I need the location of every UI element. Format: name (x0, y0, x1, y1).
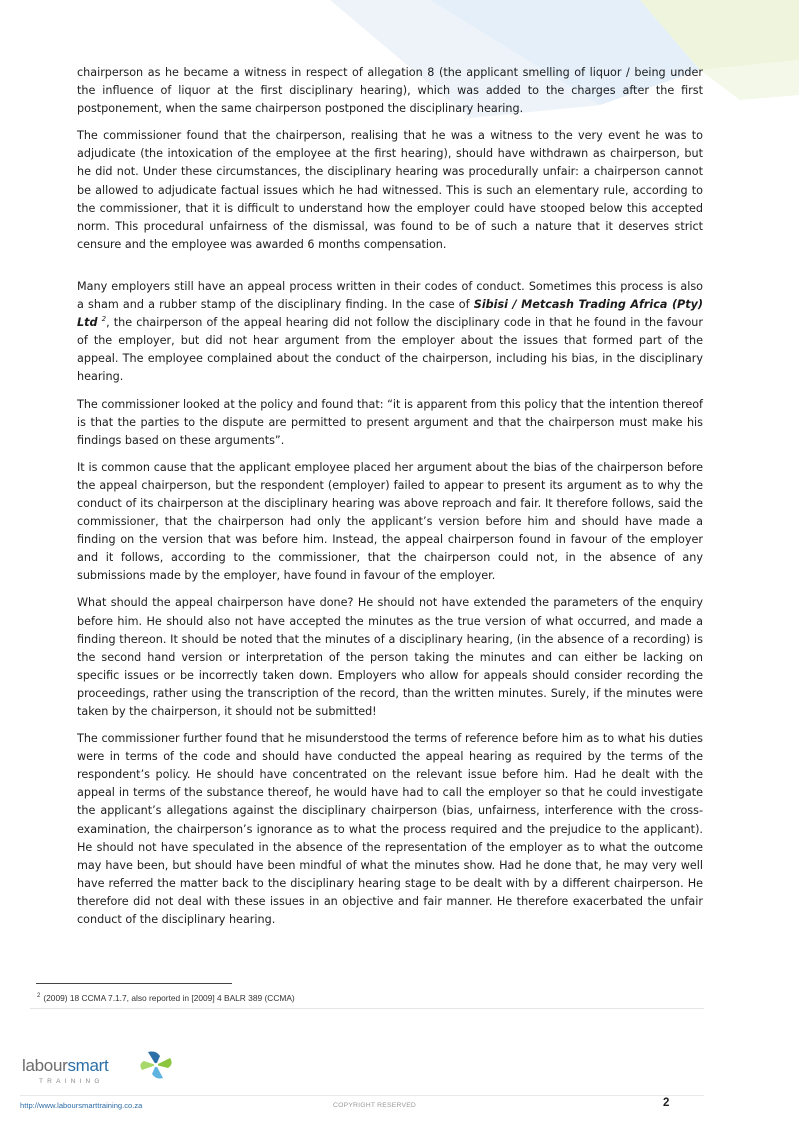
footnote-reference[interactable]: 2 (101, 315, 107, 324)
paragraph-text: , the chairperson of the appeal hearing did not follow the disciplinary code in that he found in the favour of the employer, but did not hear argument from the employer about the issues that formed part of the appeal. The employee complained about the conduct of the chairperson, including his bias, in the disciplinary hearing. (77, 316, 703, 384)
logo-wordmark (22, 1056, 108, 1076)
footnote-divider (36, 983, 232, 984)
footer-separator (30, 1008, 704, 1009)
paragraph: What should the appeal chairperson have done? He should not have extended the parameters of the enquiry before him. He should also not have accepted the minutes as the true version of what occurred, and made a finding thereon. It should be noted that the minutes of a disciplinary hearing, (in the absence of a recording) is the second hand version or interpretation of the person taking the minutes and can either be lacking on specific issues or be incorrectly taken down. Employers who allow for appeals should consider recording the proceedings, rather using the transcription of the record, than the written minutes. Surely, if the minutes were taken by the chairperson, it should not be submitted! (77, 596, 703, 718)
logo-word-accent: smart (67, 1056, 109, 1075)
footnote-text: (2009) 18 CCMA 7.1.7, also reported in [2009] 4 BALR 389 (CCMA) (43, 993, 295, 1003)
paragraph: It is common cause that the applicant employee placed her argument about the bias of the chairperson before the appeal chairperson, but the respondent (employer) failed to appear to present its argument as to why the conduct of its chairperson at the disciplinary hearing was above reproach and fair. It therefore follows, said the commissioner, that the chairperson had only the applicant’s version before him and should have made a finding on the version that was before him. Instead, the appeal chairperson found in favour of the employer and it follows, according to the commissioner, that the chairperson could not, in the absence of any submissions made by the employer, have found in favour of the employer. (77, 460, 703, 583)
case-name: Sibisi / Metcash Trading Africa (Pty) Ltd (77, 298, 704, 330)
pinwheel-logo-icon (136, 1050, 176, 1080)
paragraph: The commissioner further found that he misunderstood the terms of reference before him as to what his duties were in terms of the code and should have conducted the appeal hearing as required by the terms of the respondent’s policy. He should have concentrated on the relevant issue before him. Had he dealt with the appeal in terms of the substance thereof, he would have had to call the employer so that he could investigate the applicant’s allegations against the disciplinary chairperson (bias, unfairness, interference with the cross-examination, the chairperson’s ignorance as to what the process required and the prejudice to the applicant). He should not have speculated in the absence of the representation of the employer as to what the outcome may have been, but should have been mindful of what the minutes show. Had he done that, he may very well have referred the matter back to the disciplinary hearing stage to be dealt with by a different chairperson. He therefore did not deal with these issues in an objective and fair manner. He therefore exacerbated the unfair conduct of the disciplinary hearing. (77, 732, 703, 927)
paragraph: The commissioner looked at the policy and found that: “it is apparent from this policy that the intention thereof is that the parties to the dispute are permitted to present argument and that the chairperson must make his findings based on these arguments”. (77, 397, 703, 447)
paragraph: chairperson as he became a witness in respect of allegation 8 (the applicant smelling of liquor / being under the influence of liquor at the first disciplinary hearing), which was added to the charges after the first postponement, when the same chairperson postponed the disciplinary hearing. (77, 66, 703, 116)
footnote (37, 993, 295, 1003)
paragraph-text: Many employers still have an appeal process written in their codes of conduct. Sometimes this process is also a sham and a rubber stamp of the disciplinary finding. In the case of (77, 279, 703, 312)
logo-subtitle: TRAINING (39, 1078, 104, 1085)
case-paragraph (77, 278, 703, 387)
paragraph: The commissioner found that the chairperson, realising that he was a witness to the very event he was to adjudicate (the intoxication of the employee at the first hearing), should have withdrawn as chairperson, but he did not. Under these circumstances, the disciplinary hearing was procedurally unfair: a chairperson cannot be allowed to adjudicate factual issues which he had witnessed. This is such an elementary rule, according to the commissioner, that it is difficult to understand how the employer could have stooped below this accepted norm. This procedural unfairness of the dismissal, was found to be of such a nature that it deserves strict censure and the employee was awarded 6 months compensation. (77, 129, 703, 251)
logo-word-main: labour (22, 1056, 68, 1075)
footer-divider (20, 1095, 704, 1096)
company-logo (22, 1050, 182, 1090)
footnote-number: 2 (37, 993, 41, 999)
body-text (77, 64, 703, 938)
page-number: 2 (663, 1097, 670, 1109)
copyright-notice: COPYRIGHT RESERVED (333, 1102, 417, 1109)
website-link[interactable]: http://www.laboursmarttraining.co.za (20, 1101, 143, 1110)
